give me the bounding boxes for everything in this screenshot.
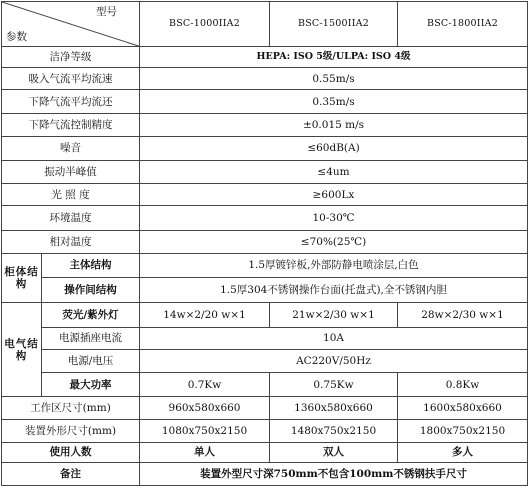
row-label: 工作区尺寸(mm)	[2, 397, 140, 420]
row-value-3: 1600x580x660	[398, 397, 528, 420]
row-value: 1.5厚镀锌板,外部防静电喷涂层,白色	[140, 253, 528, 278]
corner-label-params: 参数	[6, 31, 27, 44]
row-downflow	[2, 90, 528, 114]
spec-table	[1, 1, 528, 486]
row-label: 洁净等级	[2, 47, 140, 68]
row-value: 装置外型尺寸深750mm不包含100mm不锈钢扶手尺寸	[140, 463, 528, 486]
row-value: 10-30℃	[140, 206, 528, 231]
row-label: 环境温度	[2, 206, 140, 231]
row-label: 装置外形尺寸(mm)	[2, 420, 140, 443]
row-label: 最大功率	[42, 372, 140, 397]
row-downflow-precision	[2, 113, 528, 136]
row-value-3: 0.8Kw	[398, 372, 528, 397]
row-value: 1.5厚304不锈钢操作台面(托盘式),全不锈钢内胆	[140, 278, 528, 303]
row-label: 下降气流控制精度	[2, 113, 140, 136]
row-label: 备注	[2, 463, 140, 486]
row-value: HEPA: ISO 5级/ULPA: ISO 4级	[140, 47, 528, 68]
corner-label-model: 型号	[96, 6, 117, 18]
row-value-3: 1800x750x2150	[398, 420, 528, 443]
group-label-electrical: 电气结构	[2, 302, 42, 397]
row-value: ≤70%(25℃)	[140, 231, 528, 254]
row-label: 使用人数	[2, 442, 140, 463]
row-label: 下降气流平均流还	[2, 90, 140, 114]
row-value-1: 1080x750x2150	[140, 420, 270, 443]
row-value-1: 0.7Kw	[140, 372, 270, 397]
group-label-cabinet: 柜体结构	[2, 253, 42, 302]
row-label: 主体结构	[42, 253, 140, 278]
model-header-2: BSC-1500IIA2	[270, 2, 398, 47]
row-remark	[2, 463, 528, 486]
header-row	[2, 2, 528, 47]
row-label: 相对温度	[2, 231, 140, 254]
row-value-1: 单人	[140, 442, 270, 463]
row-value-3: 多人	[398, 442, 528, 463]
row-label: 振动半峰值	[2, 161, 140, 184]
header-corner-cell	[2, 2, 140, 47]
row-lamps	[2, 302, 528, 327]
row-value-2: 1360x580x660	[270, 397, 398, 420]
row-value-2: 0.75Kw	[270, 372, 398, 397]
row-power-supply	[2, 350, 528, 373]
row-label: 电源/电压	[42, 350, 140, 373]
row-value-1: 14w×2/20 w×1	[140, 302, 270, 327]
model-header-3: BSC-1800IIA2	[398, 2, 528, 47]
row-value: ≤60dB(A)	[140, 136, 528, 161]
row-label: 噪音	[2, 136, 140, 161]
row-value: 0.35m/s	[140, 90, 528, 114]
row-value: ±0.015 m/s	[140, 113, 528, 136]
row-label: 荧光/紫外灯	[42, 302, 140, 327]
row-work-area-structure	[2, 278, 528, 303]
row-value: ≥600Lx	[140, 183, 528, 206]
row-external-size	[2, 420, 528, 443]
row-users	[2, 442, 528, 463]
row-humidity	[2, 231, 528, 254]
row-label: 电源插座电流	[42, 327, 140, 350]
row-label: 操作间结构	[42, 278, 140, 303]
row-cleanliness	[2, 47, 528, 68]
row-main-structure	[2, 253, 528, 278]
row-value: 10A	[140, 327, 528, 350]
row-value-2: 双人	[270, 442, 398, 463]
row-value-2: 21w×2/30 w×1	[270, 302, 398, 327]
row-value-2: 1480x750x2150	[270, 420, 398, 443]
row-value-1: 960x580x660	[140, 397, 270, 420]
row-ambient-temp	[2, 206, 528, 231]
row-label: 吸入气流平均流速	[2, 67, 140, 90]
row-value: 0.55m/s	[140, 67, 528, 90]
row-label: 光 照 度	[2, 183, 140, 206]
row-value-3: 28w×2/30 w×1	[398, 302, 528, 327]
row-value: ≤4um	[140, 161, 528, 184]
row-work-area-size	[2, 397, 528, 420]
row-inflow	[2, 67, 528, 90]
row-illuminance	[2, 183, 528, 206]
row-socket-current	[2, 327, 528, 350]
row-value: AC220V/50Hz	[140, 350, 528, 373]
row-noise	[2, 136, 528, 161]
model-header-1: BSC-1000IIA2	[140, 2, 270, 47]
row-vibration	[2, 161, 528, 184]
row-max-power	[2, 372, 528, 397]
